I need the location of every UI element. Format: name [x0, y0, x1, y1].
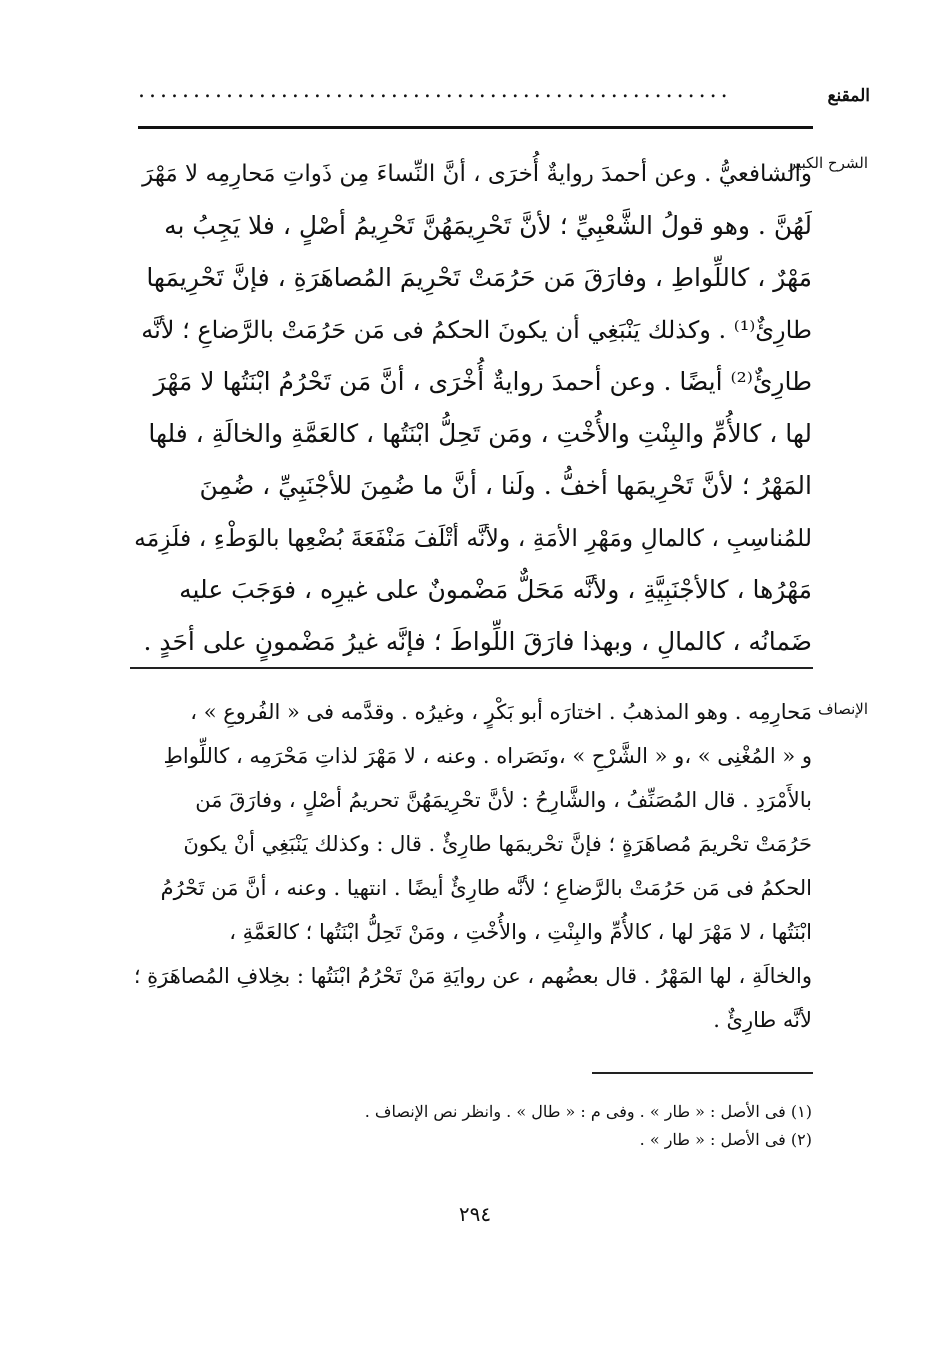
insaf-line: والخالَةِ ، لها المَهْرُ . قال بعضُهم ، عن روايَةِ مَنْ تَحْرُمُ ابْنَتُها : بخِلافِ المُصاهَرَةِ ؛: [133, 964, 812, 988]
sharh-line: مَهْرُها ، كالأجْنَبِيَّةِ ، ولأنَّه مَحَلٌّ مَضْمونٌ على غيرِه ، فوَجَبَ عليه: [179, 575, 812, 604]
footnotes-block: [132, 1098, 812, 1154]
footnote-1: (١) فى الأصل : « طار » . وفى م : « طال » . وانظر نص الإنصاف .: [364, 1102, 812, 1121]
sharh-line: والشافعيُّ . وعن أحمدَ روايةٌ أُخرَى ، أنَّ النِّساءَ مِن ذَواتِ مَحارِمِه لا مَهْرَ: [142, 161, 812, 187]
sharh-line: طارِئٌ⁽¹⁾ . وكذلك يَنْبَغِي أن يكونَ الحكمُ فى مَن حَرُمَتْ بالرَّضاعِ ؛ لأنَّه: [141, 316, 812, 344]
sharh-text-block: [132, 148, 812, 668]
section-label-insaf: الإنصاف: [817, 700, 868, 718]
insaf-line: لأنَّه طارِئٌ .: [713, 1008, 812, 1032]
header-rule: [138, 126, 813, 129]
insaf-line: ابْنَتُها ، لا مَهْرَ لها ، كالأُمِّ والبِنْتِ ، والأُخْتِ ، ومَنْ تَحِلُّ ابْنَتُها ؛ كالعَمَّةِ ،: [229, 920, 812, 944]
section-divider: [130, 667, 813, 669]
sharh-line: طارِئٌ⁽²⁾ أيضًا . وعن أحمدَ روايةٌ أُخْرَى ، أنَّ مَن تَحْرُمُ ابْنَتُها لا مَهْرَ: [153, 367, 812, 396]
sharh-line: مَهْرٌ ، كاللِّواطِ ، وفارَقَ مَن حَرُمَتْ تَحْرِيمَ المُصاهَرَةِ ، فإنَّ تَحْرِيمَها: [146, 263, 812, 292]
insaf-line: حَرُمَتْ تحْريمَ مُصاهَرَةٍ ؛ فإنَّ تحْريمَها طارِئٌ . قال : وكذلك يَنْبَغِي أنْ يكونَ: [183, 832, 812, 856]
insaf-line: بالأَمْرَدِ . قال المُصَنِّفُ ، والشَّارِحُ : لأنَّ تحْرِيمَهُنَّ تحريمُ أصْلٍ ، وفارَقَ مَن: [195, 788, 812, 812]
sharh-line: لَهُنَّ . وهو قولُ الشَّعْبِيِّ ؛ لأنَّ تَحْرِيمَهُنَّ تَحْرِيمُ أصْلٍ ، فلا يَجِبُ به: [164, 211, 812, 240]
book-title: المقنع: [827, 86, 870, 106]
sharh-line: ضَمانُه ، كالمالِ ، وبهذا فارَقَ اللِّواطَ ؛ فإنَّه غيرُ مَضْمونٍ على أحَدٍ .: [143, 627, 812, 656]
insaf-line: و « المُغْنِى » ،و « الشَّرْحِ » ،ونَصَراه . وعنه ، لا مَهْرَ لذاتِ مَحْرَمِه ، كاللِّواطِ: [163, 744, 812, 768]
footnote-2: (٢) فى الأصل : « طار » .: [639, 1130, 812, 1149]
footnote-rule: [592, 1072, 813, 1074]
insaf-text-block: [132, 690, 812, 1042]
insaf-line: مَحارِمِه . وهو المذهبُ . اختارَه أبو بَكْرٍ ، وغيرُه . وقدَّمه فى « الفُروعِ » ،: [190, 700, 812, 724]
header-leader-dots: ......................................................: [138, 78, 732, 102]
sharh-line: لها ، كالأُمِّ والبِنْتِ والأُخْتِ ، ومَن تَحِلُّ ابْنَتُها ، كالعَمَّةِ والخالَةِ ، فلها: [148, 419, 812, 448]
sharh-line: المَهْرُ ؛ لأنَّ تَحْرِيمَها أخفُّ . ولَنا ، أنَّ ما ضُمِنَ للأجْنَبِيِّ ، ضُمِنَ: [199, 471, 812, 500]
page-number: ٢٩٤: [458, 1202, 492, 1226]
insaf-line: الحكمُ فى مَن حَرُمَتْ بالرَّضاعِ ؛ لأنَّه طارِئٌ أيضًا . انتهيا . وعنه ، أنَّ مَن تَحْرُمُ: [160, 876, 812, 900]
sharh-line: للمُناسِبِ ، كالمالِ ومَهْرِ الأمَةِ ، ولأنَّه أتْلَفَ مَنْفَعَةَ بُضْعِها بالوَطْءِ ، فلَزِمَه: [134, 524, 812, 552]
section-label-sharh: الشرح الكبير: [788, 154, 868, 172]
